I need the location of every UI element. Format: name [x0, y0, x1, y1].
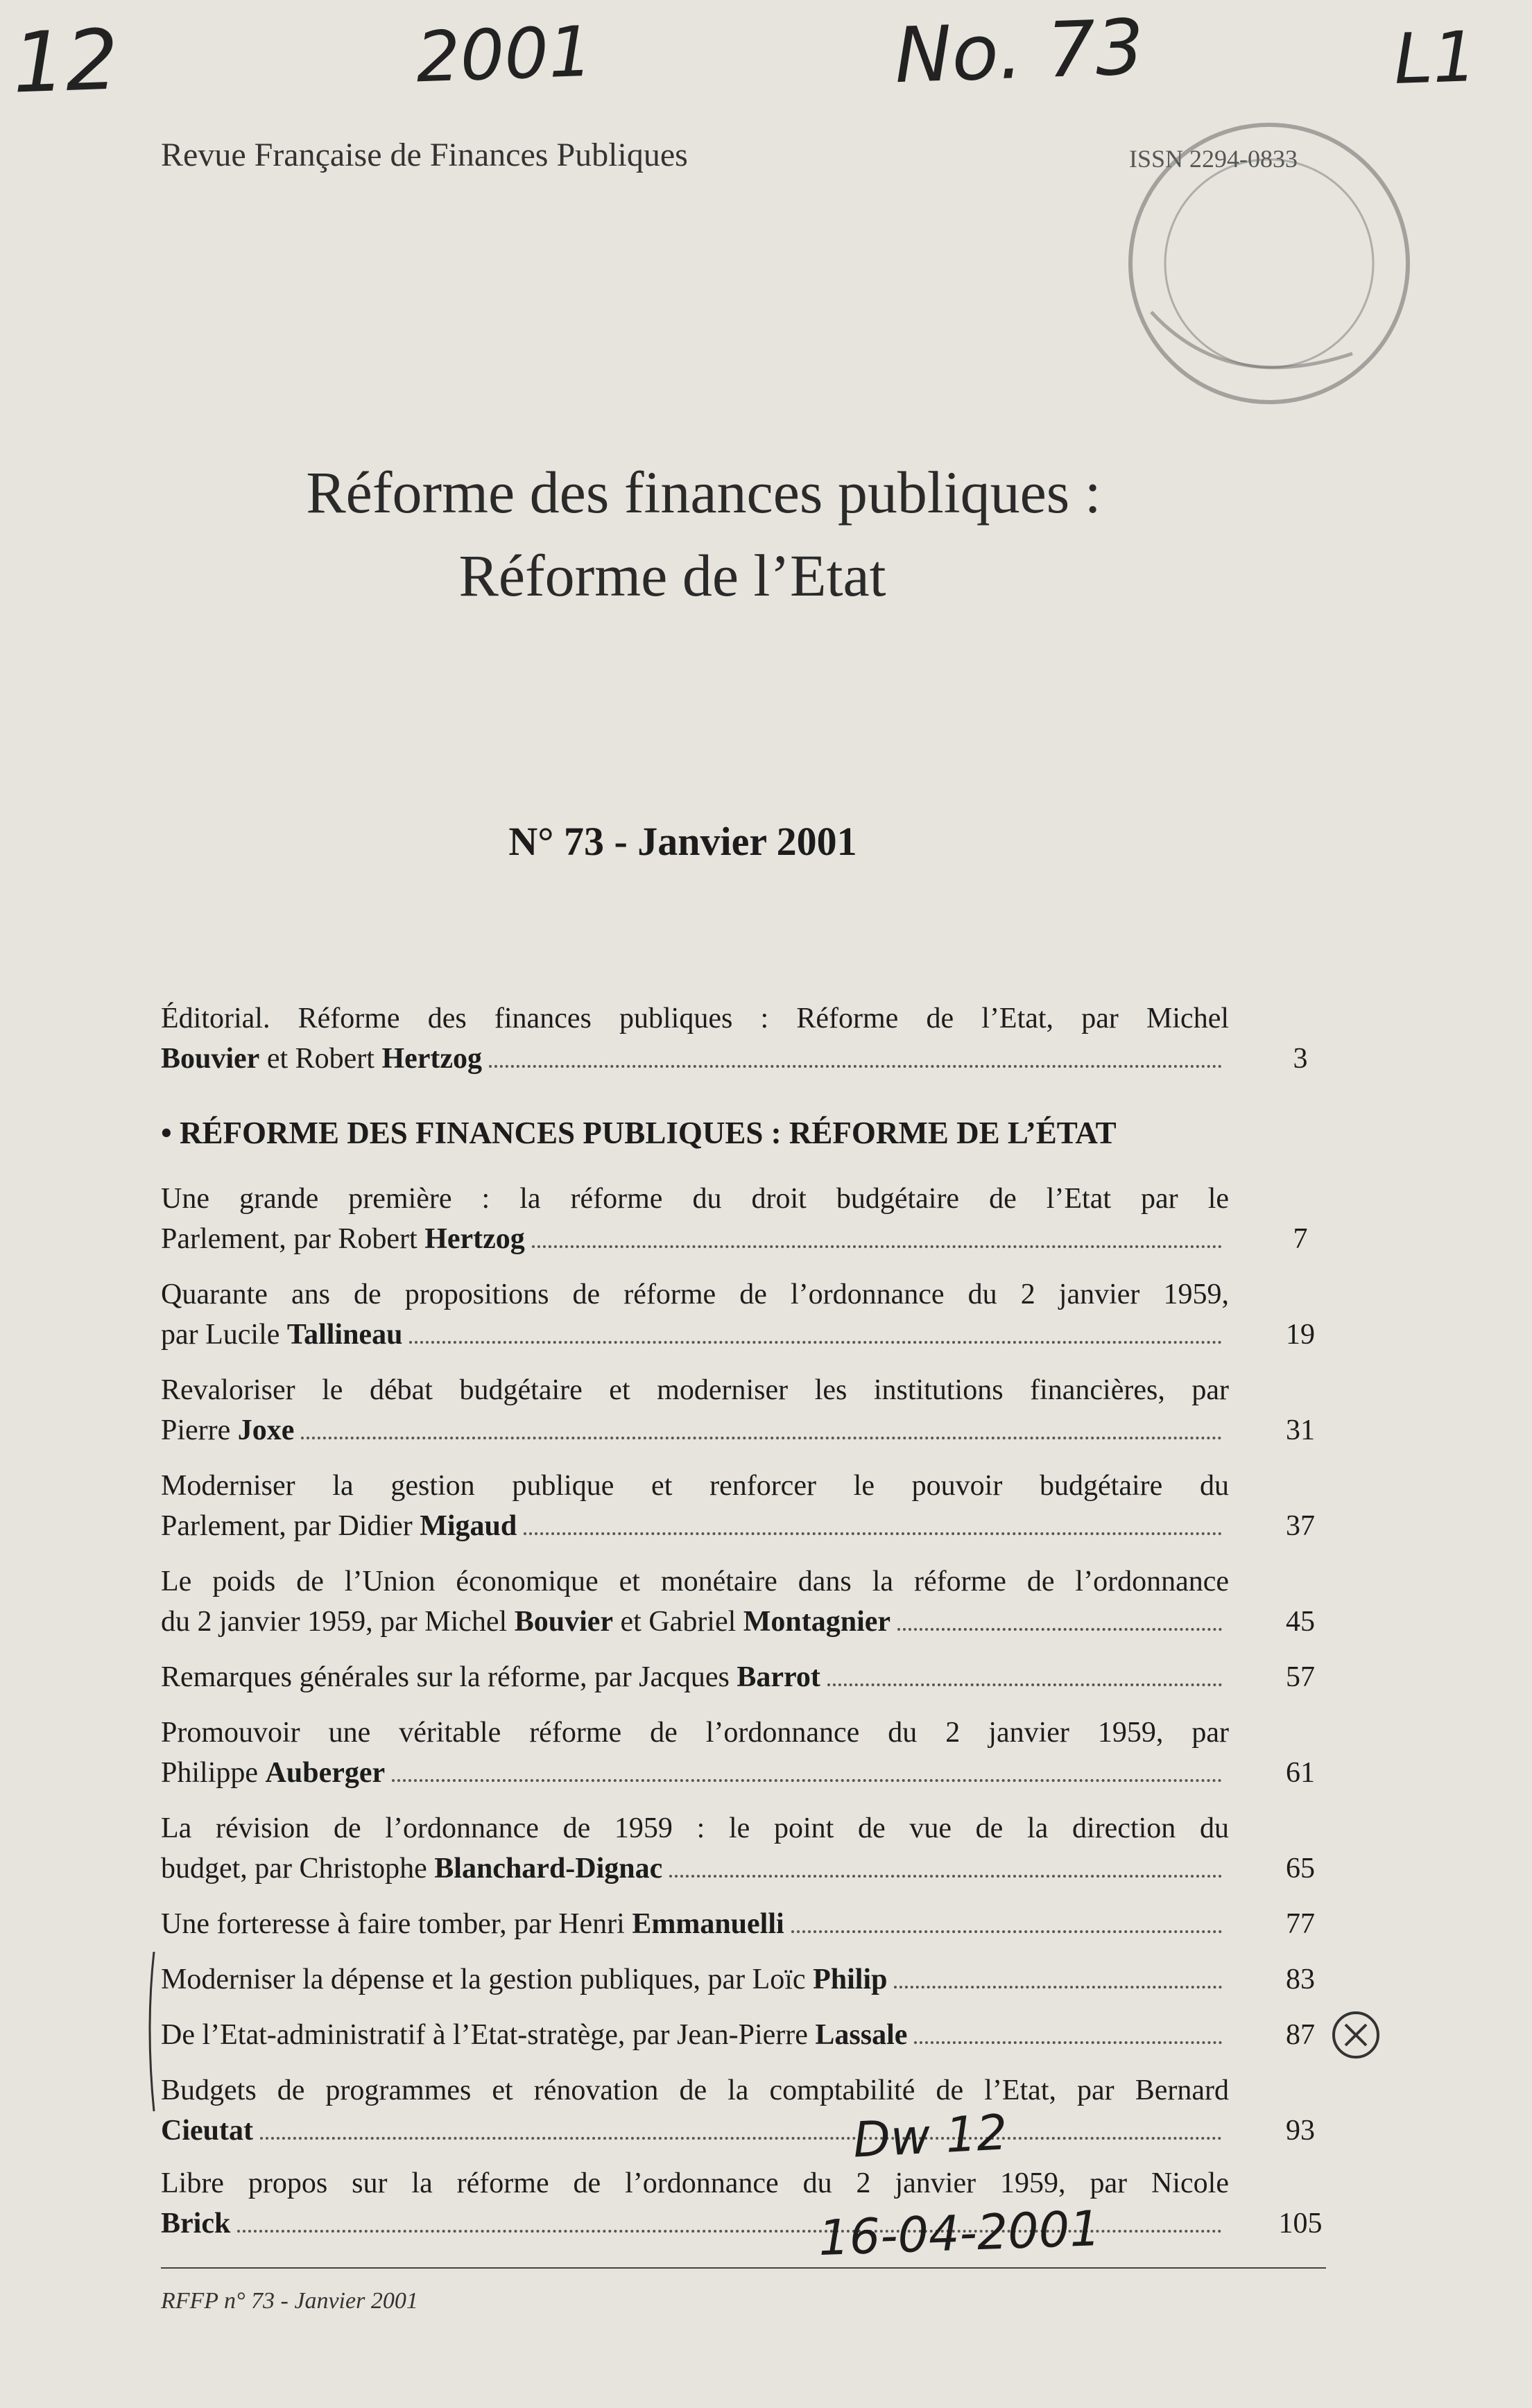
dot-leader	[532, 1245, 1222, 1248]
dot-leader	[791, 1930, 1222, 1933]
section-heading: • RÉFORME DES FINANCES PUBLIQUES : RÉFORME DE L’ÉTAT	[161, 1116, 1117, 1150]
entry-title: Éditorial. Réforme des finances publiques : Réforme de l’Etat, par Michel	[161, 1003, 1229, 1034]
issue-title-line2: Réforme de l’Etat	[458, 542, 886, 609]
journal-name: Revue Française de Finances Publiques	[161, 137, 688, 173]
author-name: Cieutat	[161, 2115, 253, 2147]
toc-entry: Moderniser la dépense et la gestion publiques, par Loïc Philip	[161, 1959, 1229, 2000]
page-number: 19	[1286, 1319, 1315, 1351]
author-name: Lassale	[815, 2019, 908, 2051]
toc-entry: De l’Etat-administratif à l’Etat-stratège, par Jean-Pierre Lassale	[161, 2015, 1229, 2055]
author-name: Hertzog	[424, 1223, 525, 1255]
toc-entry-editorial: Éditorial. Réforme des finances publiques : Réforme de l’Etat, par Michel Bouvier et Robert Hertzog	[161, 998, 1229, 1079]
toc-entry: Quarante ans de propositions de réforme de l’ordonnance du 2 janvier 1959, par Lucile Tallineau	[161, 1279, 1229, 1351]
dot-leader	[301, 1437, 1222, 1439]
footer-rule	[161, 2267, 1326, 2269]
author-name: Hertzog	[381, 1043, 483, 1075]
page-number: 87	[1286, 2019, 1315, 2051]
issue-title-line1: Réforme des finances publiques :	[306, 459, 1101, 526]
author-name: Joxe	[237, 1414, 295, 1446]
page-number: 57	[1286, 1661, 1315, 1693]
handwritten-code: L1	[1392, 15, 1479, 101]
handwritten-year: 2001	[415, 10, 594, 98]
author-name: Bouvier	[161, 1043, 260, 1075]
toc-entry: Budgets de programmes et rénovation de la comptabilité de l’Etat, par Bernard Cieutat	[161, 2074, 1229, 2147]
dot-leader	[409, 1341, 1222, 1344]
toc-entry: La révision de l’ordonnance de 1959 : le point de vue de la direction du budget, par Christophe Blanchard-Dignac	[161, 1812, 1229, 1885]
handwritten-number: 12	[10, 12, 121, 112]
toc-entry: Promouvoir une véritable réforme de l’ordonnance du 2 janvier 1959, par Philippe Auberger	[161, 1717, 1229, 1789]
dot-leader	[260, 2137, 1222, 2140]
toc-entry: Moderniser la gestion publique et renforcer le pouvoir budgétaire du Parlement, par Didier Migaud	[161, 1470, 1229, 1542]
page-number: 7	[1293, 1223, 1308, 1255]
author-name: Tallineau	[286, 1319, 403, 1351]
author-name: Emmanuelli	[632, 1908, 784, 1940]
page-number: 83	[1286, 1964, 1315, 1995]
toc-entry: Une grande première : la réforme du droit budgétaire de l’Etat par le Parlement, par Robert Hertzog	[161, 1183, 1229, 1255]
issn: ISSN 2294-0833	[1129, 145, 1298, 173]
dot-leader	[894, 1986, 1222, 1989]
toc-entry: Une forteresse à faire tomber, par Henri Emmanuelli	[161, 1904, 1229, 1944]
page-number: 37	[1286, 1510, 1315, 1542]
toc-entry: Revaloriser le débat budgétaire et moderniser les institutions financières, par Pierre Joxe	[161, 1374, 1229, 1446]
handwritten-reference: Dw 12	[852, 2104, 1009, 2169]
handwritten-bracket	[146, 1952, 155, 2111]
author-name: Auberger	[265, 1757, 386, 1789]
handwritten-issue: No. 73	[893, 2, 1146, 101]
toc-entry: Remarques générales sur la réforme, par Jacques Barrot	[161, 1657, 1229, 1697]
toc-entry: Le poids de l’Union économique et monétaire dans la réforme de l’ordonnance du 2 janvier 1959, par Michel Bouvier et Gabriel Montagnier	[161, 1566, 1229, 1638]
dot-leader	[827, 1683, 1222, 1686]
dot-leader	[914, 2041, 1222, 2044]
page-number: 65	[1286, 1853, 1315, 1885]
dot-leader	[897, 1628, 1222, 1631]
page-number: 45	[1286, 1606, 1315, 1638]
page-number: 77	[1286, 1908, 1315, 1940]
library-stamp	[1089, 104, 1449, 465]
author-name: Blanchard-Dignac	[434, 1853, 663, 1885]
author-name: Philip	[813, 1964, 888, 1995]
dot-leader	[489, 1065, 1222, 1068]
page-number: 31	[1286, 1414, 1315, 1446]
page-number: 105	[1278, 2208, 1323, 2240]
page-number: 61	[1286, 1757, 1315, 1789]
author-name: Brick	[161, 2208, 231, 2240]
page-number: 93	[1286, 2115, 1315, 2147]
author-name: Montagnier	[743, 1606, 891, 1638]
handwritten-date: 16-04-2001	[817, 2199, 1102, 2267]
page-number: 3	[1293, 1043, 1308, 1075]
author-name: Bouvier	[514, 1606, 614, 1638]
footer: RFFP n° 73 - Janvier 2001	[161, 2288, 418, 2314]
author-name: Barrot	[737, 1661, 820, 1693]
dot-leader	[669, 1875, 1222, 1878]
dot-leader	[392, 1779, 1222, 1782]
dot-leader	[524, 1532, 1222, 1535]
issue-number: N° 73 - Janvier 2001	[508, 819, 857, 864]
handwritten-circle-mark	[1328, 2007, 1384, 2063]
author-name: Migaud	[420, 1510, 517, 1542]
toc-entry: Libre propos sur la réforme de l’ordonnance du 2 janvier 1959, par Nicole Brick	[161, 2167, 1229, 2240]
